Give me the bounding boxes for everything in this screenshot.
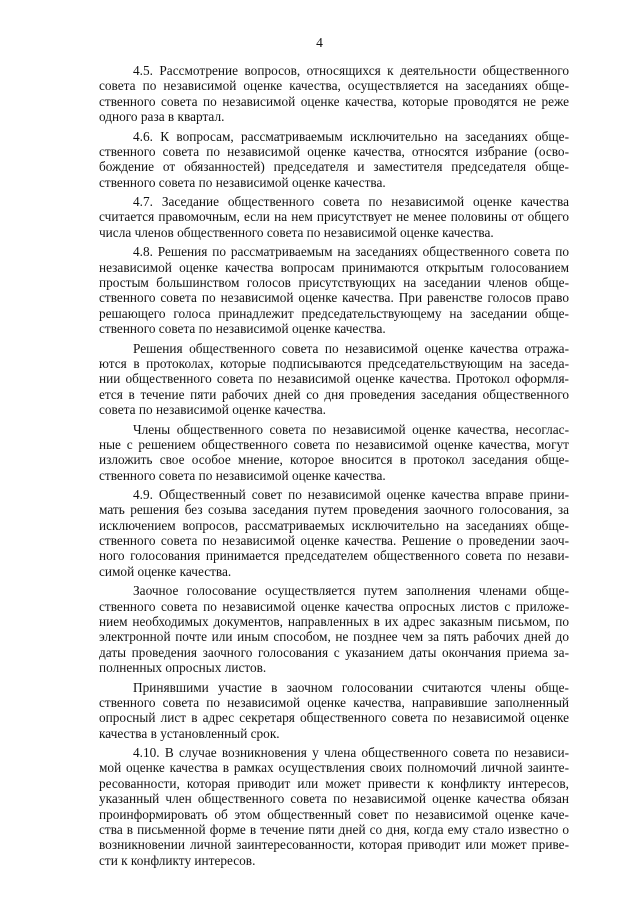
- text-line: ственного совета по независимой оценке качества, направившие заполненный: [99, 694, 569, 710]
- text-line: бождение от обязанностей) председателя и заместителя председателя обще-: [99, 159, 569, 175]
- text-line: ные с решением общественного совета по независимой оценке качества, могут: [99, 436, 569, 452]
- text-line: Члены общественного совета по независимой оценке качества, несоглас-: [133, 421, 569, 437]
- text-line: 4.5. Рассмотрение вопросов, относящихся к деятельности общественного: [133, 63, 569, 78]
- text-line: ственного совета по независимой оценке качества.: [99, 321, 386, 337]
- paragraph: [99, 341, 569, 418]
- text-line: ственного совета по независимой оценке качества.: [99, 467, 386, 483]
- text-line: мой оценке качества в рамках осуществления своих полномочий личной заинте-: [99, 760, 569, 776]
- text-line: 4.7. Заседание общественного совета по независимой оценке качества: [133, 194, 569, 210]
- text-line: проинформировать об этом общественный совет по независимой оценке каче-: [99, 806, 569, 822]
- text-line: 4.10. В случае возникновения у члена общественного совета по независи-: [133, 745, 569, 761]
- text-line: 4.6. К вопросам, рассматриваемым исключительно на заседаниях обще-: [133, 128, 569, 144]
- text-line: нием необходимых документов, направленных в их адрес заказным письмом, по: [99, 614, 569, 629]
- text-line: считается правомочным, если на нем присутствует не менее половины от общего: [99, 209, 569, 225]
- paragraph: [99, 583, 569, 675]
- text-line: ется в течение пяти рабочих дней со дня проведения заседания общественного: [99, 386, 569, 402]
- text-line: полненных опросных листов.: [99, 660, 267, 676]
- text-line: нии общественного совета по независимой оценке качества. Протокол оформля-: [99, 371, 569, 387]
- text-line: качества в установленный срок.: [99, 725, 280, 741]
- text-line: ства в письменной форме в течение пяти дней со дня, когда ему стало известно о: [99, 821, 569, 837]
- text-line: совета по независимой оценке качества, осуществляется на заседаниях обще-: [99, 78, 569, 94]
- text-line: Заочное голосование осуществляется путем заполнения членами обще-: [133, 583, 569, 599]
- text-line: Решения общественного совета по независимой оценке качества отража-: [133, 340, 569, 356]
- paragraph: [99, 745, 569, 868]
- paragraph: [99, 680, 569, 741]
- text-line: одного раза в квартал.: [99, 109, 225, 125]
- paragraph: [99, 129, 569, 190]
- paragraph: [99, 194, 569, 240]
- text-line: указанный член общественного совета по независимой оценке качества обязан: [99, 791, 569, 807]
- text-line: исключением вопросов, рассматриваемых исключительно на заседаниях обще-: [99, 517, 569, 533]
- text-line: сти к конфликту интересов.: [99, 852, 256, 868]
- text-line: симой оценке качества.: [99, 563, 232, 579]
- document-body: [99, 63, 569, 872]
- page-number: 4: [316, 35, 323, 50]
- text-line: ресованности, которая приводит или может привести к конфликту интересов,: [99, 775, 569, 791]
- text-line: 4.8. Решения по рассматриваемым на заседаниях общественного совета по: [133, 244, 569, 260]
- text-line: 4.9. Общественный совет по независимой оценке качества вправе прини-: [133, 487, 569, 503]
- text-line: мать решения без созыва заседания путем проведения заочного голосования, за: [99, 502, 569, 518]
- text-line: решающего голоса принадлежит председательствующему на заседании обще-: [99, 305, 569, 321]
- text-line: ственного совета по независимой оценке качества. Решение о проведении заоч-: [99, 533, 569, 549]
- text-line: ственного совета по независимой оценке качества. При равенстве голосов право: [99, 290, 569, 306]
- text-line: опросный лист в адрес секретаря общественного совета по независимой оценке: [99, 710, 569, 726]
- text-line: ственного совета по независимой оценке качества опросных листов с приложе-: [99, 598, 569, 614]
- text-line: электронной почте или иным способом, не позднее чем за пять рабочих дней до: [99, 629, 569, 645]
- paragraph: [99, 244, 569, 336]
- paragraph: [99, 487, 569, 579]
- paragraph: [99, 63, 569, 124]
- text-line: совета по независимой оценке качества.: [99, 401, 326, 417]
- text-line: ственного совета по независимой оценке качества, относятся избрание (осво-: [99, 143, 569, 159]
- text-line: даты проведения заочного голосования с указанием даты окончания приема за-: [99, 644, 569, 660]
- text-line: ственного совета по независимой оценке качества, которые проводятся не реже: [99, 93, 569, 109]
- text-line: Принявшими участие в заочном голосовании считаются члены обще-: [133, 679, 569, 695]
- text-line: возникновении личной заинтересованности, которая приводит или может приве-: [99, 837, 569, 853]
- text-line: ственного совета по независимой оценке качества.: [99, 174, 386, 190]
- text-line: простым большинством голосов присутствующих на заседании членов обще-: [99, 275, 569, 291]
- text-line: ного голосования принимается председателем общественного совета по незави-: [99, 548, 569, 564]
- text-line: изложить свое особое мнение, которое вносится в протокол заседания обще-: [99, 452, 569, 468]
- text-line: ются в протоколах, которые подписываются председательствующим на заседа-: [99, 355, 569, 371]
- paragraph: [99, 422, 569, 483]
- text-line: независимой оценке качества вопросам принимаются открытым голосованием: [99, 259, 569, 275]
- text-line: числа членов общественного совета по независимой оценке качества.: [99, 224, 494, 240]
